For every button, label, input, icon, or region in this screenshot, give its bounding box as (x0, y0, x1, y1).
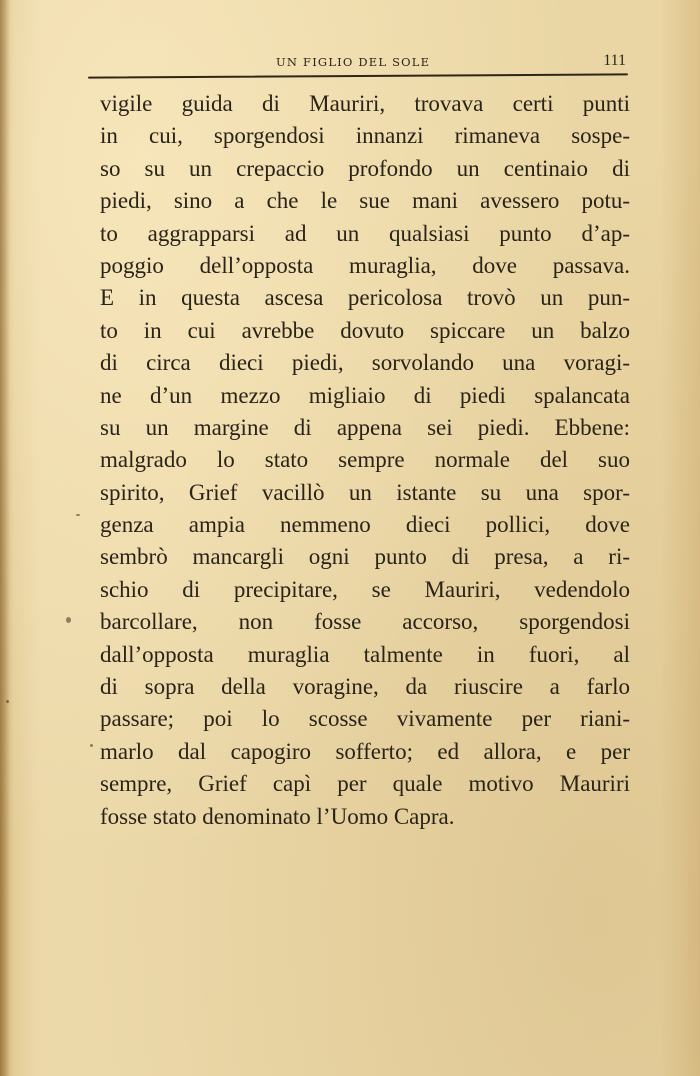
ink-speck (90, 744, 93, 747)
spine-shadow (0, 0, 10, 1076)
ink-speck (76, 514, 80, 516)
ink-speck (66, 617, 71, 623)
text-line: so su un crepaccio profondo un centinaio di (100, 155, 630, 181)
text-line: to aggrapparsi ad un qualsiasi punto d’ap- (100, 220, 630, 246)
text-line: barcollare, non fosse accorso, sporgendosi (100, 609, 630, 635)
text-line: poggio dell’opposta muraglia, dove passava. (100, 252, 630, 278)
text-line: piedi, sino a che le sue mani avessero potu- (100, 188, 630, 214)
text-line: su un margine di appena sei piedi. Ebbene: (100, 414, 630, 440)
text-line: ne d’un mezzo migliaio di piedi spalancata (100, 382, 630, 408)
text-line: vigile guida di Mauriri, trovava certi punti (100, 91, 630, 116)
text-line: dall’opposta muraglia talmente in fuori, al (100, 641, 630, 667)
text-line: to in cui avrebbe dovuto spiccare un balzo (100, 317, 630, 343)
ink-speck (6, 700, 9, 703)
text-line: di sopra della voragine, da riuscire a farlo (100, 674, 630, 700)
text-line: marlo dal capogiro sofferto; ed allora, e per (100, 738, 630, 764)
body-text (100, 88, 630, 833)
page-header (100, 52, 628, 72)
running-title: UN FIGLIO DEL SOLE (276, 55, 431, 69)
text-line: schio di precipitare, se Mauriri, vedendolo (100, 576, 630, 602)
text-line: di circa dieci piedi, sorvolando una voragi- (100, 350, 630, 376)
text-line: in cui, sporgendosi innanzi rimaneva sospe- (100, 123, 630, 149)
text-line: genza ampia nemmeno dieci pollici, dove (100, 512, 630, 538)
text-line: sempre, Grief capì per quale motivo Mauriri (100, 771, 630, 797)
text-line: malgrado lo stato sempre normale del suo (100, 447, 630, 473)
text-line: E in questa ascesa pericolosa trovò un pun- (100, 285, 630, 311)
text-line-last: fosse stato denominato l’Uomo Capra. (100, 803, 455, 829)
text-line: passare; poi lo scosse vivamente per riani- (100, 706, 630, 732)
page-number: 111 (603, 52, 626, 69)
text-line: sembrò mancargli ogni punto di presa, a ri- (100, 544, 630, 570)
header-rule (88, 73, 628, 78)
text-line: spirito, Grief vacillò un istante su una spor- (100, 479, 630, 505)
